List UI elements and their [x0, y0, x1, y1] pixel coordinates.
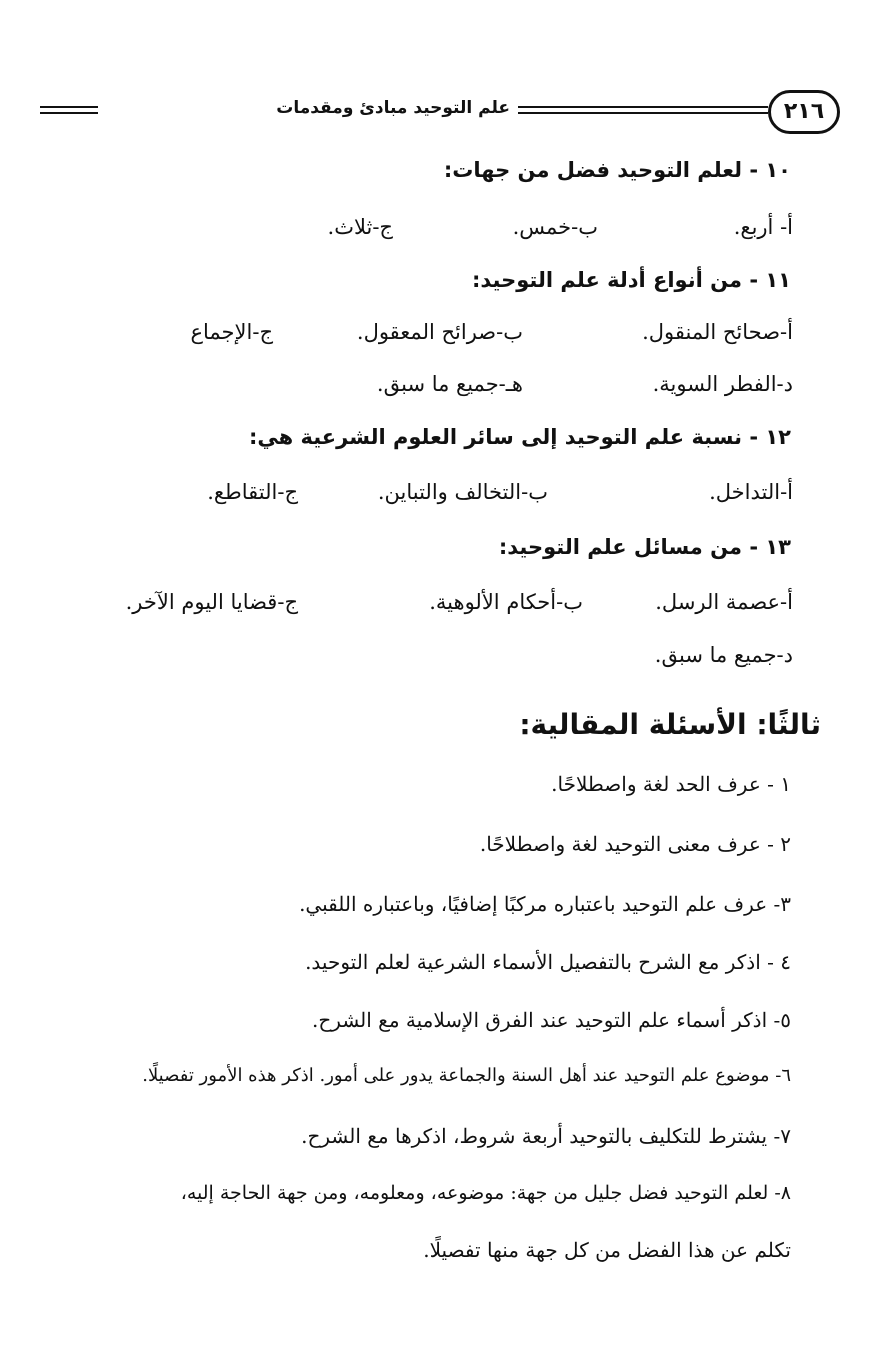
essay-question-4: ٤ - اذكر مع الشرح بالتفصيل الأسماء الشرعية لعلم التوحيد.: [305, 950, 791, 974]
essay-question-6: ٦- موضوع علم التوحيد عند أهل السنة والجماعة يدور على أمور. اذكر هذه الأمور تفصيلًا.: [142, 1065, 791, 1086]
essay-question-1: ١ - عرف الحد لغة واصطلاحًا.: [551, 772, 791, 796]
question-11: ١١ - من أنواع أدلة علم التوحيد:: [472, 268, 791, 292]
page-number: ٢١٦: [768, 90, 840, 134]
question-12: ١٢ - نسبة علم التوحيد إلى سائر العلوم الشرعية هي:: [248, 425, 791, 449]
option-b: ب-التخالف والتباين.: [377, 480, 548, 504]
question-10: ١٠ - لعلم التوحيد فضل من جهات:: [443, 158, 791, 182]
essay-question-8-continued: تكلم عن هذا الفضل من كل جهة منها تفصيلًا.: [423, 1238, 791, 1262]
option-b: ب-أحكام الألوهية.: [429, 590, 583, 614]
option-b: ب-صرائح المعقول.: [356, 320, 523, 344]
option-a: أ-صحائح المنقول.: [642, 320, 793, 344]
essay-question-8: ٨- لعلم التوحيد فضل جليل من جهة: موضوعه، ومعلومه، ومن جهة الحاجة إليه،: [180, 1182, 791, 1204]
essay-question-7: ٧- يشترط للتكليف بالتوحيد أربعة شروط، اذكرها مع الشرح.: [301, 1124, 791, 1148]
option-a: أ- أربع.: [733, 215, 793, 239]
option-d: د-جميع ما سبق.: [654, 643, 793, 667]
header-rule: [40, 106, 98, 108]
essay-question-3: ٣- عرف علم التوحيد باعتباره مركبًا إضافيًا، وباعتباره اللقبي.: [299, 892, 791, 916]
option-c: ج-ثلاث.: [327, 215, 393, 239]
option-c: ج-التقاطع.: [207, 480, 298, 504]
header-rule: [518, 106, 768, 108]
option-d: د-الفطر السوية.: [652, 372, 793, 396]
running-title: علم التوحيد مبادئ ومقدمات: [276, 98, 510, 118]
option-c: ج-الإجماع: [190, 320, 273, 344]
option-b: ب-خمس.: [512, 215, 598, 239]
essay-question-2: ٢ - عرف معنى التوحيد لغة واصطلاحًا.: [479, 832, 791, 856]
question-13: ١٣ - من مسائل علم التوحيد:: [498, 535, 791, 559]
option-c: ج-قضايا اليوم الآخر.: [125, 590, 298, 614]
essay-question-5: ٥- اذكر أسماء علم التوحيد عند الفرق الإسلامية مع الشرح.: [312, 1008, 791, 1032]
header-rule: [40, 112, 98, 114]
page-header: [40, 90, 840, 142]
header-rule: [518, 112, 768, 114]
option-e: هـ-جميع ما سبق.: [376, 372, 523, 396]
section-title: ثالثًا: الأسئلة المقالية:: [519, 708, 821, 741]
option-a: أ-التداخل.: [709, 480, 793, 504]
option-a: أ-عصمة الرسل.: [655, 590, 793, 614]
